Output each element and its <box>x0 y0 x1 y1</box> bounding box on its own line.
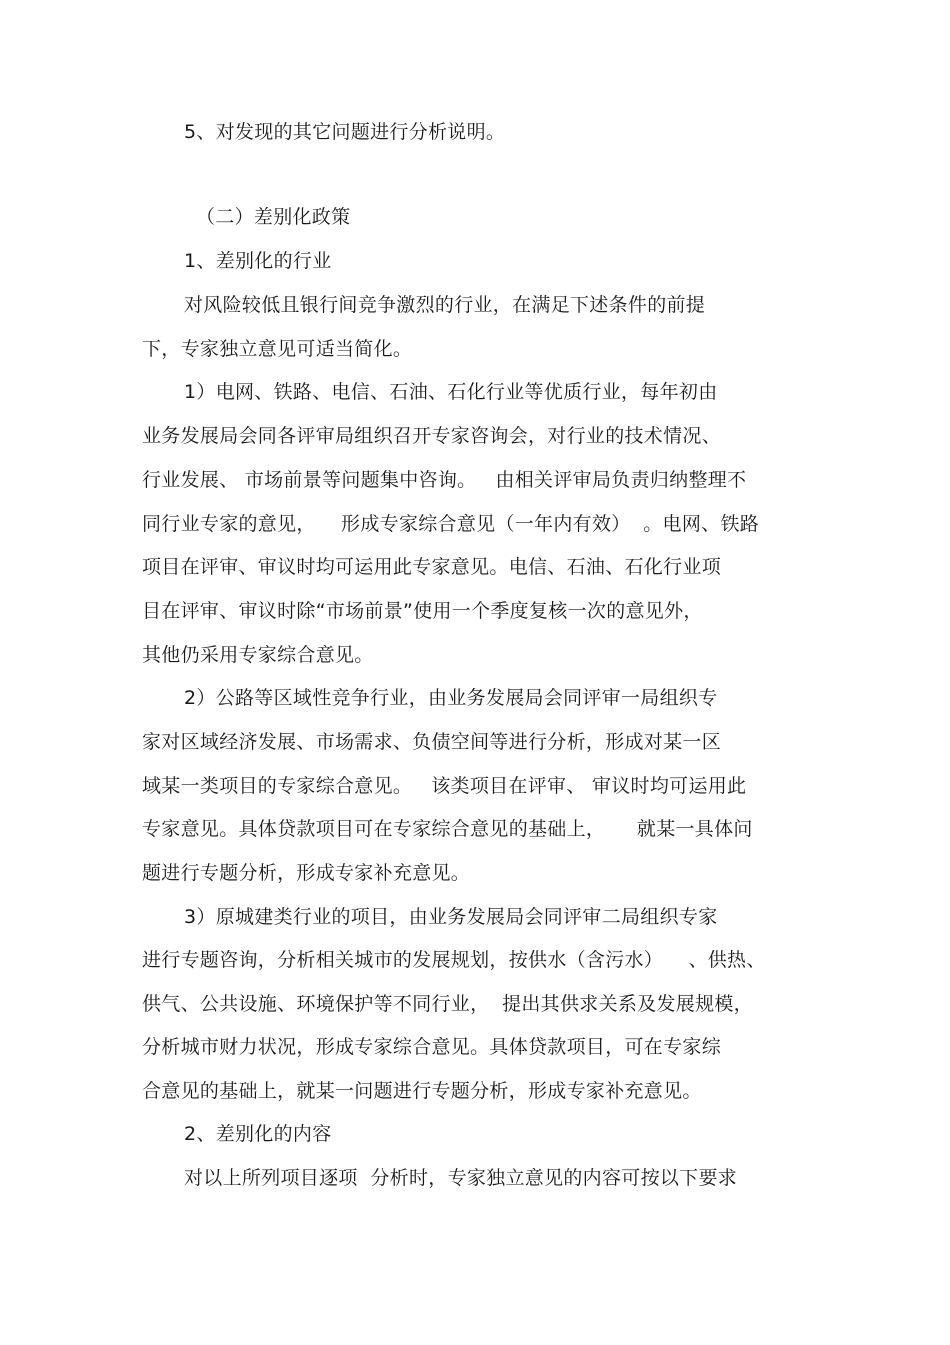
paragraph-line: 对以上所列项目逐项 分析时，专家独立意见的内容可按以下要求 <box>184 1167 738 1189</box>
subsection-heading-1: 1、差别化的行业 <box>184 250 332 272</box>
paragraph-line: 下，专家独立意见可适当简化。 <box>142 338 413 360</box>
paragraph-line: 其他仍采用专家综合意见。 <box>142 644 374 666</box>
paragraph-line: 项目在评审、审议时均可运用此专家意见。电信、石油、石化行业项 <box>142 556 722 578</box>
paragraph-item-5: 5、对发现的其它问题进行分析说明。 <box>184 121 506 143</box>
paragraph-line: 同行业专家的意见， 形成专家综合意见（一年内有效） 。电网、铁路 <box>142 513 760 535</box>
paragraph-line: 进行专题咨询，分析相关城市的发展规划，按供水（含污水） 、供热、 <box>142 949 766 971</box>
paragraph-line: 题进行专题分析，形成专家补充意见。 <box>142 862 471 884</box>
paragraph-line: 目在评审、审议时除“市场前景”使用一个季度复核一次的意见外， <box>142 600 703 622</box>
paragraph-line: 合意见的基础上，就某一问题进行专题分析，形成专家补充意见。 <box>142 1080 702 1102</box>
paragraph-line: 1）电网、铁路、电信、石油、石化行业等优质行业，每年初由 <box>184 381 718 403</box>
paragraph-line: 家对区域经济发展、市场需求、负债空间等进行分析，形成对某一区 <box>142 731 722 753</box>
subsection-heading-2: 2、差别化的内容 <box>184 1123 332 1145</box>
paragraph-line: 2）公路等区域性竞争行业，由业务发展局会同评审一局组织专 <box>184 687 718 709</box>
paragraph-line: 专家意见。具体贷款项目可在专家综合意见的基础上， 就某一具体问 <box>142 818 753 840</box>
paragraph-line: 对风险较低且银行间竞争激烈的行业，在满足下述条件的前提 <box>184 294 706 316</box>
paragraph-line: 分析城市财力状况，形成专家综合意见。具体贷款项目，可在专家综 <box>142 1036 722 1058</box>
paragraph-line: 域某一类项目的专家综合意见。 该类项目在评审、 审议时均可运用此 <box>142 775 747 797</box>
section-heading: （二）差别化政策 <box>196 206 351 228</box>
paragraph-line: 行业发展、 市场前景等问题集中咨询。 由相关评审局负责归纳整理不 <box>142 469 747 491</box>
paragraph-line: 业务发展局会同各评审局组织召开专家咨询会，对行业的技术情况、 <box>142 425 722 447</box>
paragraph-line: 供气、公共设施、环境保护等不同行业， 提出其供求关系及发展规模， <box>142 993 753 1015</box>
paragraph-line: 3）原城建类行业的项目，由业务发展局会同评审二局组织专家 <box>184 906 718 928</box>
